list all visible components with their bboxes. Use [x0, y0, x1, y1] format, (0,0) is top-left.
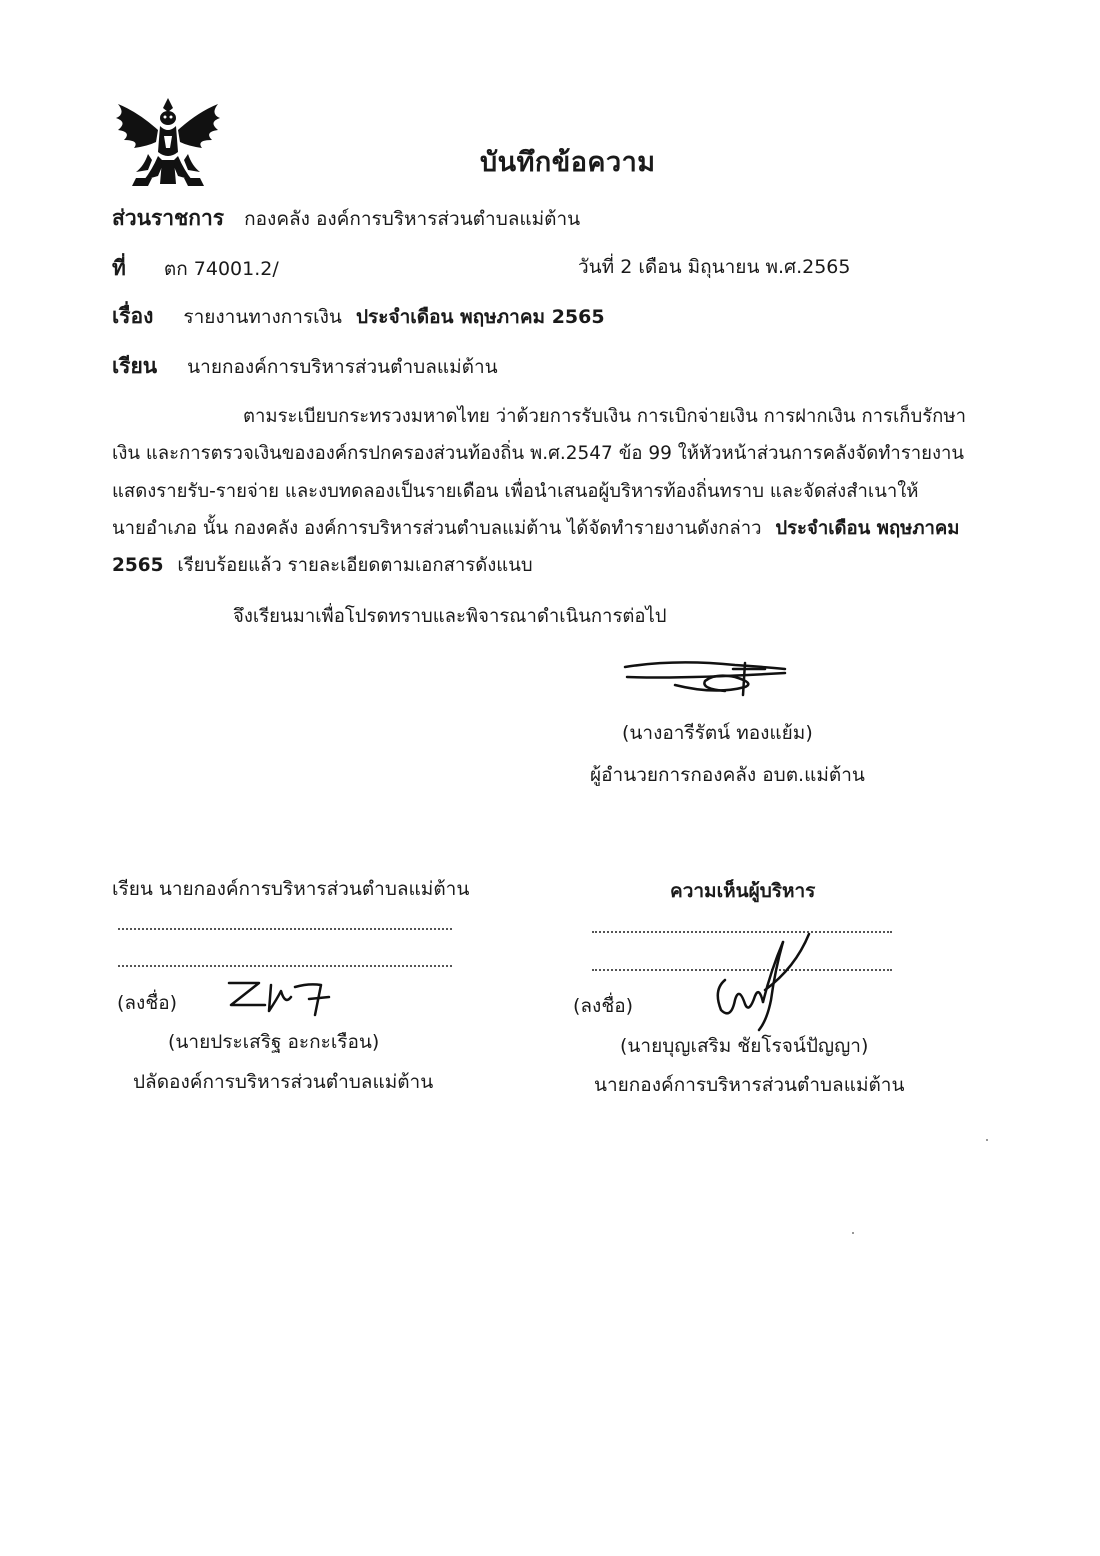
- right-sign-label: (ลงชื่อ): [573, 995, 634, 1017]
- body-line-4-period: ประจำเดือน พฤษภาคม: [775, 518, 960, 539]
- signature-mayor: [705, 930, 825, 1035]
- scan-speck: [852, 1232, 854, 1234]
- subject-value: รายงานทางการเงิน: [183, 306, 342, 328]
- recipient-row: [112, 350, 498, 383]
- body-line-4-text: นายอำเภอ นั้น กองคลัง องค์การบริหารส่วนตำบลแม่ต้าน ได้จัดทำรายงานดังกล่าว: [112, 518, 762, 539]
- closing-line: จึงเรียนมาเพื่อโปรดทราบและพิจารณาดำเนินการต่อไป: [233, 606, 667, 627]
- recipient-label: เรียน: [112, 354, 158, 378]
- document-date: วันที่ 2 เดือน มิถุนายน พ.ศ.2565: [578, 256, 851, 278]
- left-signer-name: (นายประเสริฐ อะกะเรือน): [168, 1031, 380, 1053]
- subject-period: ประจำเดือน พฤษภาคม 2565: [355, 306, 605, 328]
- subject-label: เรื่อง: [112, 304, 154, 328]
- left-comment-line-2: [118, 965, 452, 967]
- garuda-emblem: [108, 90, 228, 190]
- agency-value: กองคลัง องค์การบริหารส่วนตำบลแม่ต้าน: [244, 208, 581, 230]
- subject-row: [112, 300, 605, 333]
- right-signer-name: (นายบุญเสริม ชัยโรจน์ปัญญา): [620, 1035, 869, 1057]
- body-line-2: เงิน และการตรวจเงินขององค์กรปกครองส่วนท้องถิ่น พ.ศ.2547 ข้อ 99 ให้หัวหน้าส่วนการคลังจัดทำรายงาน: [112, 443, 965, 464]
- left-sign-label: (ลงชื่อ): [117, 992, 178, 1014]
- scan-speck: [986, 1139, 988, 1141]
- signature-finance-director: [615, 655, 795, 705]
- left-recipient-heading: เรียน นายกองค์การบริหารส่วนตำบลแม่ต้าน: [112, 878, 470, 900]
- document-title: บันทึกข้อความ: [480, 147, 656, 178]
- body-line-5-year: 2565: [112, 555, 164, 576]
- left-comment-line-1: [118, 928, 452, 930]
- body-line-1: ตามระเบียบกระทรวงมหาดไทย ว่าด้วยการรับเงิน การเบิกจ่ายเงิน การฝากเงิน การเก็บรักษา: [243, 406, 966, 427]
- reference-label: ที่: [112, 256, 126, 280]
- signer1-name: (นางอารีรัตน์ ทองแย้ม): [622, 722, 813, 744]
- agency-row: [112, 202, 580, 235]
- reference-row: [112, 252, 279, 285]
- recipient-value: นายกองค์การบริหารส่วนตำบลแม่ต้าน: [187, 356, 498, 378]
- reference-value: ตก 74001.2/: [163, 258, 279, 280]
- signature-chief-administrator: [225, 975, 345, 1025]
- body-line-5: [112, 551, 533, 580]
- body-line-5-text: เรียบร้อยแล้ว รายละเอียดตามเอกสารดังแนบ: [177, 555, 533, 576]
- right-signer-position: นายกองค์การบริหารส่วนตำบลแม่ต้าน: [594, 1074, 905, 1096]
- body-line-4: [112, 514, 960, 543]
- signer1-position: ผู้อำนวยการกองคลัง อบต.แม่ต้าน: [590, 764, 865, 786]
- right-opinion-heading: ความเห็นผู้บริหาร: [670, 880, 816, 902]
- agency-label: ส่วนราชการ: [112, 206, 225, 230]
- left-signer-position: ปลัดองค์การบริหารส่วนตำบลแม่ต้าน: [133, 1071, 434, 1093]
- body-line-3: แสดงรายรับ-รายจ่าย และงบทดลองเป็นรายเดือน เพื่อนำเสนอผู้บริหารท้องถิ่นทราบ และจัดส่งสำเนาให้: [112, 481, 919, 502]
